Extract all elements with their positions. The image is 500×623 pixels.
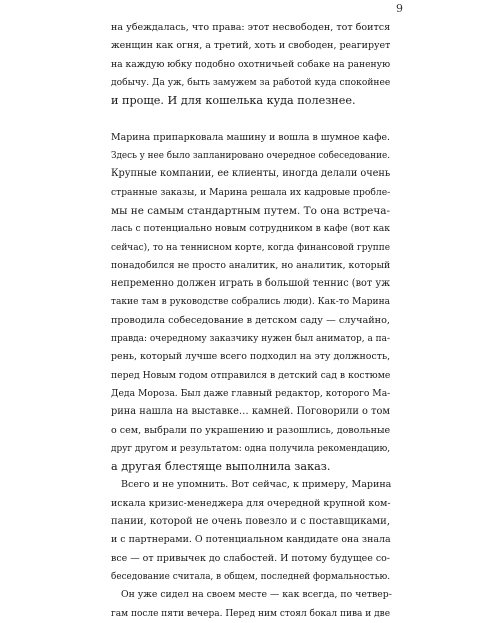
text-line: женщин как огня, а третий, хоть и свободен, реагирует — [111, 40, 391, 52]
text-line: на убеждалась, что права: этот несвободен, тот боится — [111, 22, 391, 33]
text-line: и проще. И для кошелька куда полезнее. — [111, 94, 356, 108]
text-line: гам после пяти вечера. Перед ним стоял бокал пива и две — [111, 608, 391, 619]
text-line: Всего и не упомнить. Вот сейчас, к примеру, Марина — [121, 479, 392, 491]
text-line: все — от привычек до слабостей. И потому будущее со- — [111, 552, 390, 564]
text-line: правда: очередному заказчику нужен был аниматор, а па- — [111, 334, 390, 345]
text-line: друг другом и результатом: одна получила рекомендацию, — [111, 443, 391, 454]
text-line: Деда Мороза. Был даже главный редактор, которого Ма- — [111, 387, 391, 399]
text-line: и с партнерами. О потенциальном кандидате она знала — [111, 534, 391, 546]
text-line: Он уже сидел на своем месте — как всегда, по четвер- — [121, 589, 392, 601]
text-line: Здесь у нее было запланировано очередное собеседование. — [111, 151, 390, 162]
text-line: беседование считала, в общем, последней формальностью. — [111, 571, 391, 582]
text-line: сейчас), то на теннисном корте, когда финансовой группе — [111, 242, 390, 253]
text-line: странные заказы, и Марина решала их кадровые пробле- — [111, 186, 391, 198]
paragraph — [111, 586, 390, 623]
paragraph — [111, 476, 390, 586]
page-number: 9 — [396, 2, 403, 15]
text-line: такие там в руководстве собрались люди). Как-то Марина — [111, 297, 390, 308]
text-line: а другая блестяще выполнила заказ. — [111, 460, 331, 474]
text-line: рина нашла на выставке… камней. Поговорили о том — [111, 406, 390, 418]
text-line: рень, который лучше всего подходил на эту должность, — [111, 351, 391, 363]
text-line: лась с потенциально новым сотрудником в кафе (вот как — [111, 223, 390, 235]
paragraph — [111, 129, 390, 477]
text-line: Марина припарковала машину и вошла в шумное кафе. — [111, 131, 390, 143]
paragraph — [111, 19, 390, 110]
text-line: на каждую юбку подобно охотничьей собаке на раненую — [111, 58, 391, 70]
text-line: о сем, выбрали по украшению и разошлись, довольные — [111, 424, 391, 436]
body-text — [111, 19, 390, 623]
text-line: мы не самым стандартным путем. То она встреча- — [111, 204, 390, 217]
text-line: проводила собеседование в детском саду — случайно, — [111, 314, 390, 326]
text-line: добычу. Да уж, быть замужем за работой куда спокойнее — [111, 77, 391, 88]
text-line: Крупные компании, ее клиенты, иногда делали очень — [111, 168, 391, 180]
text-line: понадобился не просто аналитик, но аналитик, который — [111, 259, 391, 271]
text-line: непременно должен играть в большой теннис (вот уж — [111, 278, 391, 290]
text-line: перед Новым годом отправился в детский сад в костюме — [111, 369, 391, 381]
text-line: пании, которой не очень повезло и с поставщиками, — [111, 516, 390, 528]
text-line: искала кризис-менеджера для очередной крупной ком- — [111, 497, 391, 509]
